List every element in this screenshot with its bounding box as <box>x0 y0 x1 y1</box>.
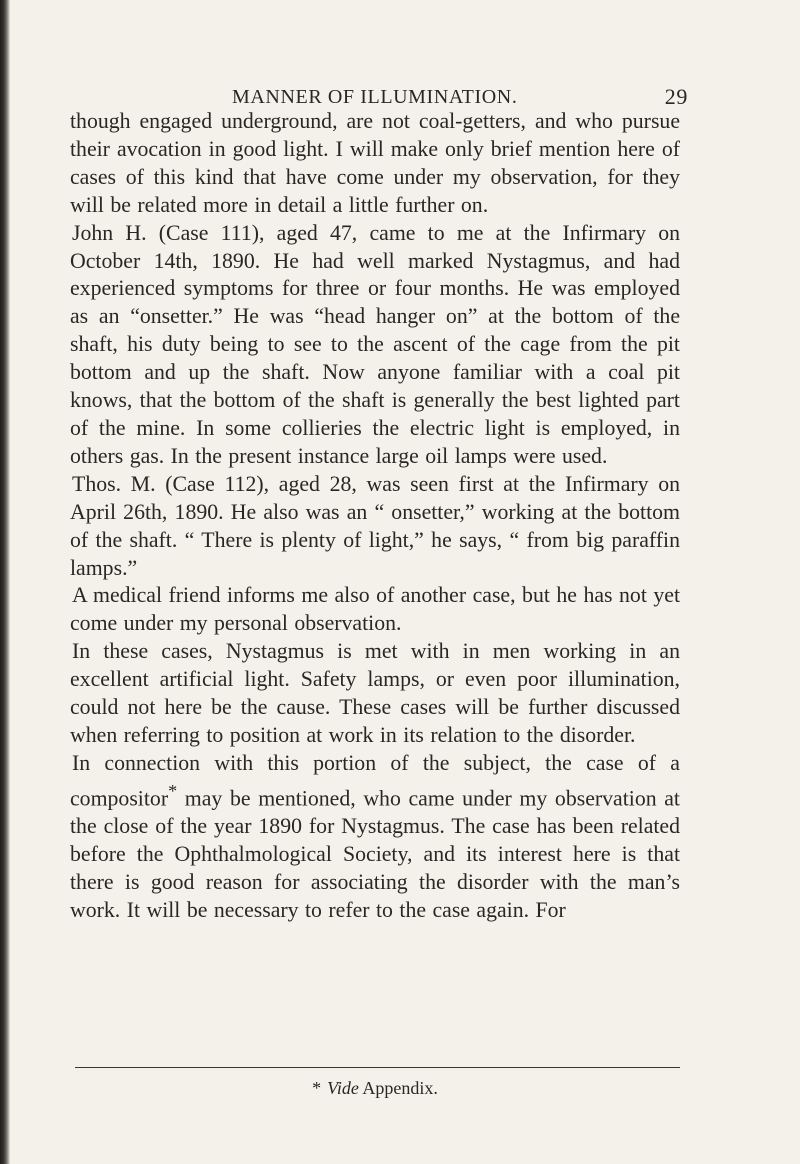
paragraph-artificial-light: In these cases, Nystagmus is met with in men working in an excellent artificial light. Safety lamps, or even poor illumination, could not here be the cause. These cases will be further discussed when referring to position at work in its relation to the disorder. <box>70 639 680 747</box>
paragraph-medical-friend: A medical friend informs me also of another case, but he has not yet come under my personal observation. <box>70 583 680 636</box>
paragraph-case-112: Thos. M. (Case 112), aged 28, was seen first at the Infirmary on April 26th, 1890. He also was an “ onsetter,” working at the bottom of the shaft. “ There is plenty of light,” he says, “ from big paraffin lamps.” <box>70 471 680 580</box>
compositor-text-end: may be mentioned, who came under my observation at the close of the year 1890 for Nystagmus. The case has been related before the Ophthalmological Society, and its interest here is that there is good reason for associating the disorder with the man’s work. It will be necessary to refer to the case again. For <box>70 786 680 922</box>
footnote-italic: Vide <box>327 1078 359 1098</box>
footnote-reference: * <box>168 780 178 801</box>
paragraph-case-111: John H. (Case 111), aged 47, came to me at the Infirmary on October 14th, 1890. He had well marked Nystagmus, and had experienced symptoms for three or four months. He was employed as an “onsetter.” He was “head hanger on” at the bottom of the shaft, his duty being to see to the ascent of the cage from the pit bottom and up the shaft. Now anyone familiar with a coal pit knows, that the bottom of the shaft is generally the best lighted part of the mine. In some collieries the electric light is employed, in others gas. In the present instance large oil lamps were used. <box>70 220 680 468</box>
running-head <box>232 84 688 110</box>
paragraph-continuation: though engaged underground, are not coal-getters, and who pursue their avocation in good light. I will make only brief mention here of cases of this kind that have come under my observation, for they will be related more in detail a little further on. <box>70 109 680 217</box>
running-head-title: MANNER OF ILLUMINATION. <box>232 86 518 108</box>
book-spine-edge <box>0 0 10 1164</box>
page-number: 29 <box>664 84 688 109</box>
footnote-rule <box>75 1067 680 1068</box>
footnote <box>70 1076 680 1100</box>
footnote-mark: * <box>312 1078 322 1098</box>
footnote-text: Appendix. <box>358 1078 438 1098</box>
paragraph-compositor <box>70 750 680 925</box>
compositor-text-start: In connection with this portion of the subject, the case of a compositor <box>70 750 680 811</box>
body-text <box>70 108 680 925</box>
